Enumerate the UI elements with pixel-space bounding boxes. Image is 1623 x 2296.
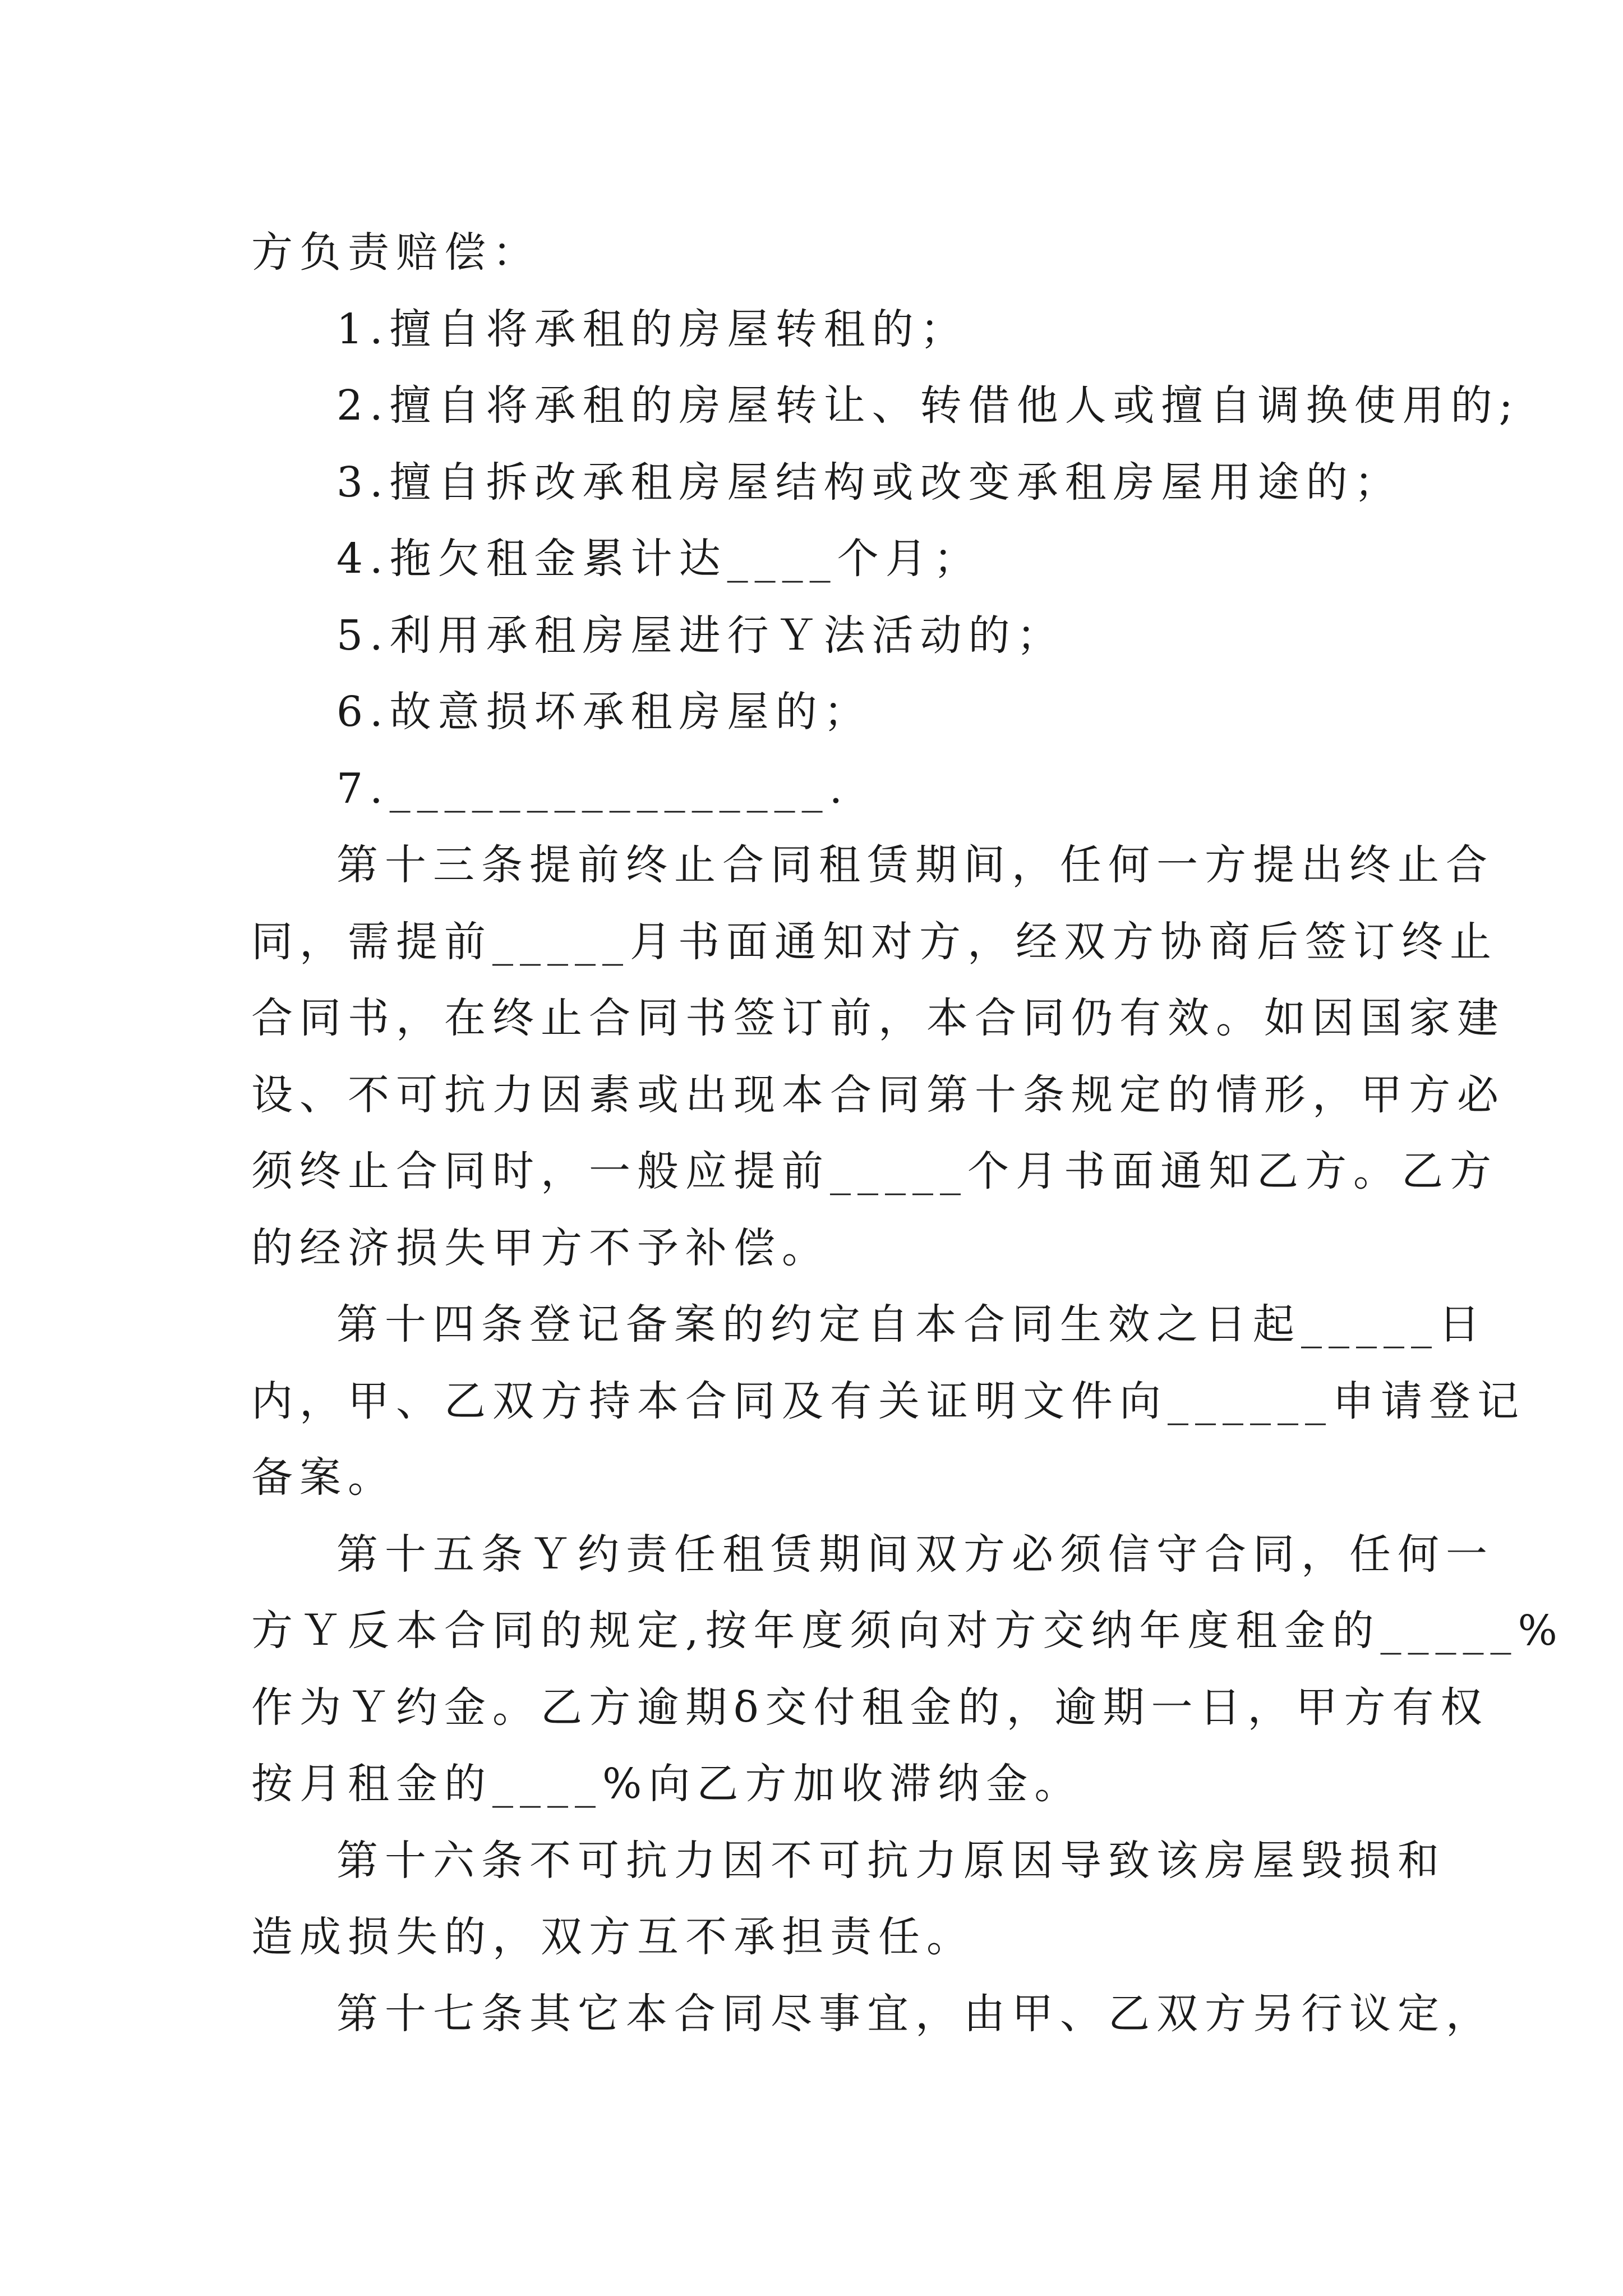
list-item-6: 6.故意损坏承租房屋的；	[336, 688, 872, 736]
article-13-line: 设、不可抗力因素或出现本合同第十条规定的情形，甲方必	[251, 1070, 1505, 1119]
article-13-line: 的经济损失甲方不予补偿。	[251, 1223, 830, 1272]
article-17-line: 第十七条其它本合同尽事宜，由甲、乙双方另行议定，	[336, 1989, 1494, 2038]
text-line: 方负责赔偿：	[251, 228, 541, 277]
article-13-line: 合同书，在终止合同书签订前，本合同仍有效。如因国家建	[251, 994, 1505, 1042]
article-16-line: 造成损失的，双方互不承担责任。	[251, 1913, 975, 1961]
article-16-line: 第十六条不可抗力因不可抗力原因导致该房屋毁损和	[336, 1836, 1446, 1885]
list-item-2: 2.擅自将承租的房屋转让、转借他人或擅自调换使用的;	[336, 381, 1520, 430]
list-item-4: 4.拖欠租金累计达____个月；	[336, 535, 982, 583]
list-item-5: 5.利用承租房屋进行Ｙ法活动的；	[336, 611, 1065, 660]
contract-text	[251, 214, 1564, 2052]
article-13-line: 须终止合同时，一般应提前_____个月书面通知乙方。乙方	[251, 1147, 1498, 1195]
article-14-line: 备案。	[251, 1453, 396, 1502]
article-15-line: 第十五条Ｙ约责任租赁期间双方必须信守合同，任何一	[336, 1530, 1494, 1579]
list-item-3: 3.擅自拆改承租房屋结构或改变承租房屋用途的；	[336, 458, 1403, 507]
article-15-line: 方Ｙ反本合同的规定,按年度须向对方交纳年度租金的_____%	[251, 1607, 1564, 1655]
article-15-line: 按月租金的____%向乙方加收滞纳金。	[251, 1760, 1083, 1808]
list-item-1: 1.擅自将承租的房屋转租的；	[336, 305, 969, 353]
article-14-line: 内，甲、乙双方持本合同及有关证明文件向______申请登记	[251, 1377, 1525, 1425]
article-15-line: 作为Ｙ约金。乙方逾期δ交付租金的，逾期一日，甲方有权	[251, 1683, 1489, 1732]
article-14-line: 第十四条登记备案的约定自本合同生效之日起_____日	[336, 1300, 1487, 1349]
article-13-line: 同，需提前_____月书面通知对方，经双方协商后签订终止	[251, 917, 1498, 966]
list-item-7: 7.________________.	[336, 764, 850, 813]
article-13-line: 第十三条提前终止合同租赁期间，任何一方提出终止合	[336, 841, 1494, 889]
